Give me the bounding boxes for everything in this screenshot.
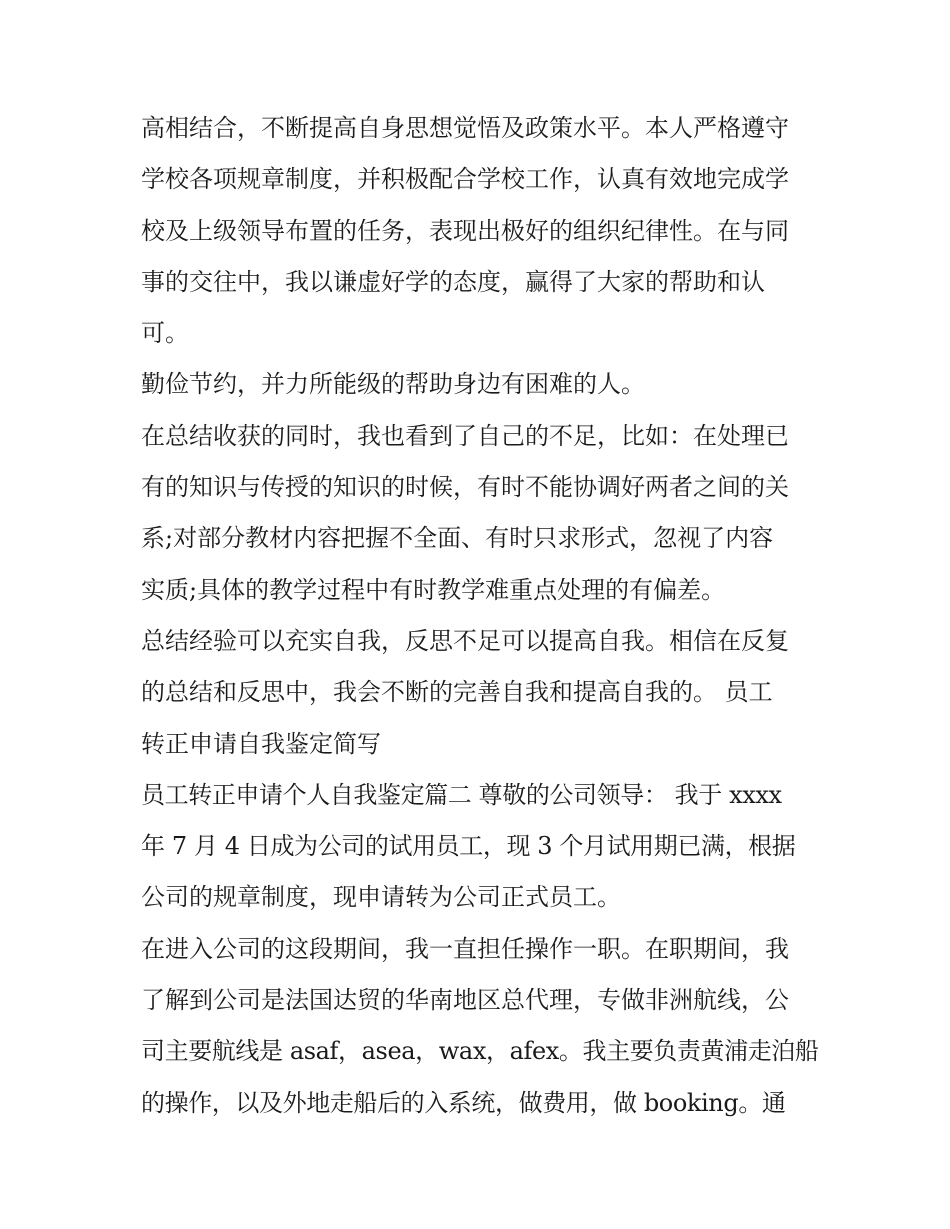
text-line: 了解到公司是法国达贸的华南地区总代理，专做非洲航线，公 (141, 986, 789, 1015)
text-line: 员工转正申请个人自我鉴定篇二 尊敬的公司领导： 我于 xxxx (141, 780, 782, 809)
text-line: 校及上级领导布置的任务，表现出极好的组织纪律性。在与同 (141, 216, 789, 245)
text-line: 年 7 月 4 日成为公司的试用员工，现 3 个月试用期已满，根据 (141, 832, 796, 861)
text-line: 的操作，以及外地走船后的入系统，做费用，做 booking。通 (141, 1088, 786, 1117)
text-line: 实质;具体的教学过程中有时教学难重点处理的有偏差。 (141, 575, 726, 604)
text-line: 高相结合，不断提高自身思想觉悟及政策水平。本人严格遵守 (141, 114, 789, 142)
text-line: 勤俭节约，并力所能级的帮助身边有困难的人。 (141, 370, 645, 399)
text-line: 学校各项规章制度，并积极配合学校工作，认真有效地完成学 (141, 165, 789, 194)
text-line: 系;对部分教材内容把握不全面、有时只求形式，忽视了内容 (141, 524, 774, 553)
text-line: 司主要航线是 asaf，asea，wax，afex。我主要负责黄浦走泊船 (141, 1037, 819, 1066)
text-line: 的总结和反思中，我会不断的完善自我和提高自我的。 员工 (141, 678, 773, 707)
text-line: 公司的规章制度，现申请转为公司正式员工。 (141, 883, 621, 912)
text-line: 在总结收获的同时，我也看到了自己的不足，比如：在处理已 (141, 421, 789, 450)
text-line: 有的知识与传授的知识的时候，有时不能协调好两者之间的关 (141, 473, 789, 502)
text-line: 在进入公司的这段期间，我一直担任操作一职。在职期间，我 (141, 934, 789, 963)
text-line: 事的交往中，我以谦虚好学的态度，赢得了大家的帮助和认 (141, 267, 765, 296)
text-line: 总结经验可以充实自我，反思不足可以提高自我。相信在反复 (141, 626, 789, 655)
body-text (141, 103, 821, 1129)
text-line: 转正申请自我鉴定简写 (141, 729, 381, 758)
text-line: 可。 (141, 319, 189, 348)
